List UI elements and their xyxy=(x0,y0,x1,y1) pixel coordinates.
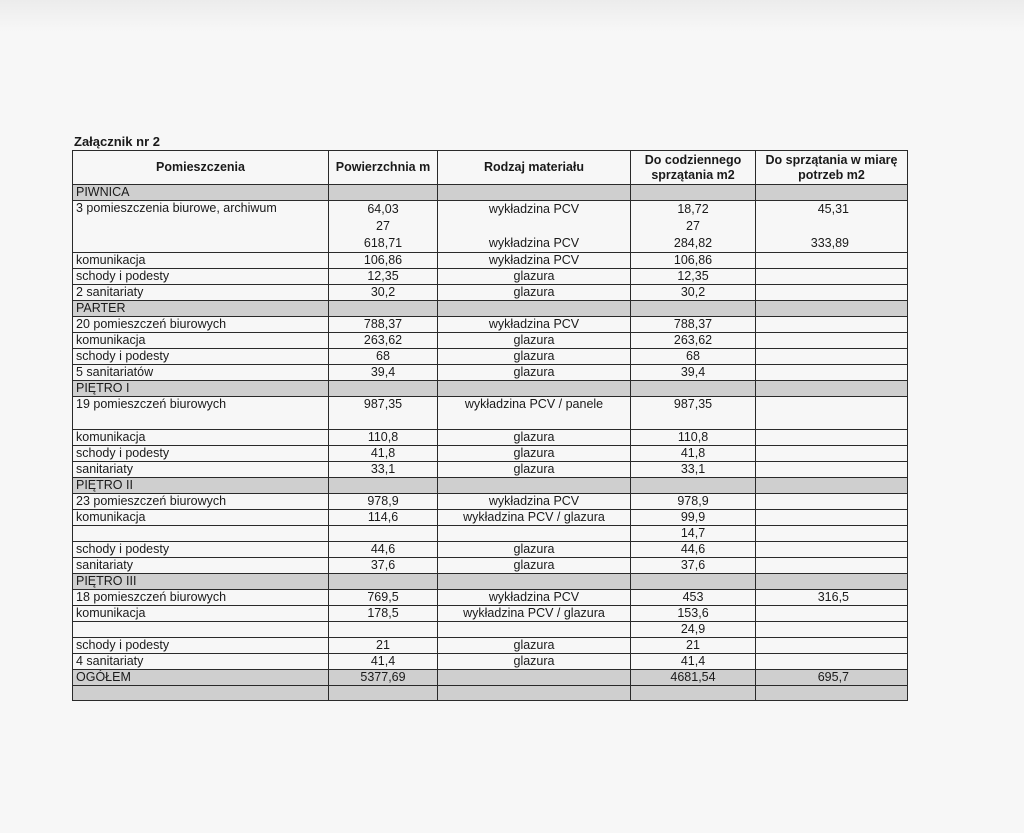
table-row: 20 pomieszczeń biurowych 788,37 wykładzina PCV 788,37 xyxy=(73,317,908,333)
table-row: 2 sanitariaty 30,2 glazura 30,2 xyxy=(73,285,908,301)
table-row: 18 pomieszczeń biurowych 769,5 wykładzina PCV 453 316,5 xyxy=(73,590,908,606)
section-label: PIWNICA xyxy=(73,185,329,201)
table-row: 23 pomieszczeń biurowych 978,9 wykładzina PCV 978,9 xyxy=(73,494,908,510)
table-row: schody i podesty 21 glazura 21 xyxy=(73,638,908,654)
room-cell: 3 pomieszczenia biurowe, archiwum xyxy=(73,201,329,253)
table-row: komunikacja 114,6 wykładzina PCV / glazura 99,9 xyxy=(73,510,908,526)
asneeded-cell: 45,31 333,89 xyxy=(756,201,908,253)
table-row: schody i podesty 44,6 glazura 44,6 xyxy=(73,542,908,558)
table-row: schody i podesty 41,8 glazura 41,8 xyxy=(73,446,908,462)
section-label: PIĘTRO III xyxy=(73,574,329,590)
total-area: 5377,69 xyxy=(329,670,438,686)
table-row: 5 sanitariatów 39,4 glazura 39,4 xyxy=(73,365,908,381)
header-material: Rodzaj materiału xyxy=(438,151,631,185)
total-daily: 4681,54 xyxy=(631,670,756,686)
section-row xyxy=(73,301,908,317)
cleaning-area-table xyxy=(72,150,908,701)
total-asneeded: 695,7 xyxy=(756,670,908,686)
section-label: PIĘTRO II xyxy=(73,478,329,494)
table-row: komunikacja 263,62 glazura 263,62 xyxy=(73,333,908,349)
section-label: PIĘTRO I xyxy=(73,381,329,397)
area-cell: 64,03 27 618,71 xyxy=(329,201,438,253)
table-row: komunikacja 110,8 glazura 110,8 xyxy=(73,430,908,446)
table-row xyxy=(73,201,908,253)
header-asneeded: Do sprzątania w miarę potrzeb m2 xyxy=(756,151,908,185)
section-row xyxy=(73,478,908,494)
table-header-row xyxy=(73,151,908,185)
table-row: schody i podesty 68 glazura 68 xyxy=(73,349,908,365)
material-cell: wykładzina PCV wykładzina PCV xyxy=(438,201,631,253)
total-row xyxy=(73,670,908,686)
header-area: Powierzchnia m xyxy=(329,151,438,185)
header-room: Pomieszczenia xyxy=(73,151,329,185)
document-title: Załącznik nr 2 xyxy=(74,134,160,149)
table-row: komunikacja 178,5 wykładzina PCV / glazura 153,6 xyxy=(73,606,908,622)
total-label: OGÓŁEM xyxy=(73,670,329,686)
section-label: PARTER xyxy=(73,301,329,317)
section-row xyxy=(73,381,908,397)
table-row: 14,7 xyxy=(73,526,908,542)
section-row xyxy=(73,185,908,201)
section-row xyxy=(73,574,908,590)
daily-cell: 18,72 27 284,82 xyxy=(631,201,756,253)
table-row: 19 pomieszczeń biurowych 987,35 wykładzina PCV / panele 987,35 xyxy=(73,397,908,430)
table-row: 4 sanitariaty 41,4 glazura 41,4 xyxy=(73,654,908,670)
table-row: 24,9 xyxy=(73,622,908,638)
table-row: schody i podesty 12,35 glazura 12,35 xyxy=(73,269,908,285)
table-row: sanitariaty 33,1 glazura 33,1 xyxy=(73,462,908,478)
header-daily: Do codziennego sprzątania m2 xyxy=(631,151,756,185)
scan-edge xyxy=(0,0,1024,32)
table-row: sanitariaty 37,6 glazura 37,6 xyxy=(73,558,908,574)
table-row: komunikacja 106,86 wykładzina PCV 106,86 xyxy=(73,253,908,269)
empty-shaded-row xyxy=(73,686,908,701)
